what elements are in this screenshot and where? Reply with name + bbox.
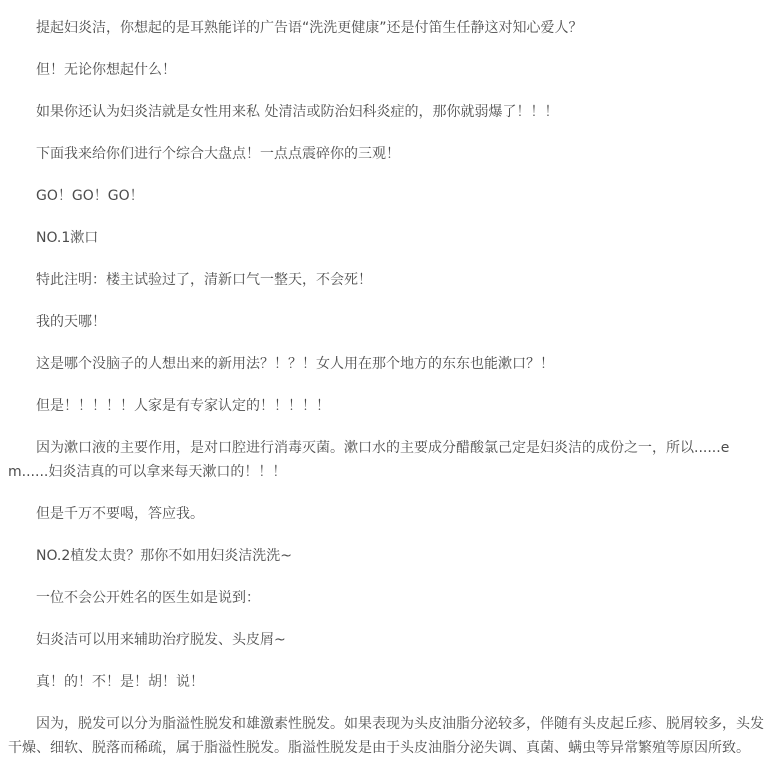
section-heading-no1: NO.1漱口: [36, 230, 99, 246]
paragraph: 但是！！！！！人家是有专家认定的！！！！！: [36, 398, 330, 414]
paragraph-intro: 提起妇炎洁，你想起的是耳熟能详的广告语“洗洗更健康”还是付笛生任静这对知心爱人？: [36, 20, 583, 36]
paragraph: 但是千万不要喝，答应我。: [36, 506, 204, 522]
paragraph: 如果你还认为妇炎洁就是女性用来私 处清洁或防治妇科炎症的，那你就弱爆了！！！: [36, 104, 559, 120]
paragraph: 妇炎洁可以用来辅助治疗脱发、头皮屑~: [36, 632, 286, 648]
paragraph-outro: 因为，脱发可以分为脂溢性脱发和雄激素性脱发。如果表现为头皮油脂分泌较多，伴随有头皮起丘疹、脱屑较多，头发干燥、细软、脱落而稀疏，属于脂溢性脱发。脂溢性脱发是由于头皮油脂分泌失调、真菌、螨虫等异常繁殖等原因所致。: [8, 716, 764, 756]
paragraph: 因为漱口液的主要作用，是对口腔进行消毒灭菌。漱口水的主要成分醋酸氯己定是妇炎洁的成份之一，所以......em......妇炎洁真的可以拿来每天漱口的！！！: [8, 440, 730, 480]
paragraph: 我的天哪！: [36, 314, 106, 330]
paragraph: 但！无论你想起什么！: [36, 62, 176, 78]
paragraph-go: GO！GO！GO！: [36, 188, 144, 204]
paragraph: 一位不会公开姓名的医生如是说到：: [36, 590, 260, 606]
paragraph: 下面我来给你们进行个综合大盘点！一点点震碎你的三观！: [36, 146, 400, 162]
paragraph: 真！的！不！是！胡！说！: [36, 674, 204, 690]
paragraph: 特此注明：楼主试验过了，清新口气一整天，不会死！: [36, 272, 372, 288]
paragraph: 这是哪个没脑子的人想出来的新用法？！？！女人用在那个地方的东东也能漱口？！: [36, 356, 554, 372]
section-heading-no2: NO.2植发太贵？那你不如用妇炎洁洗洗~: [36, 548, 293, 564]
